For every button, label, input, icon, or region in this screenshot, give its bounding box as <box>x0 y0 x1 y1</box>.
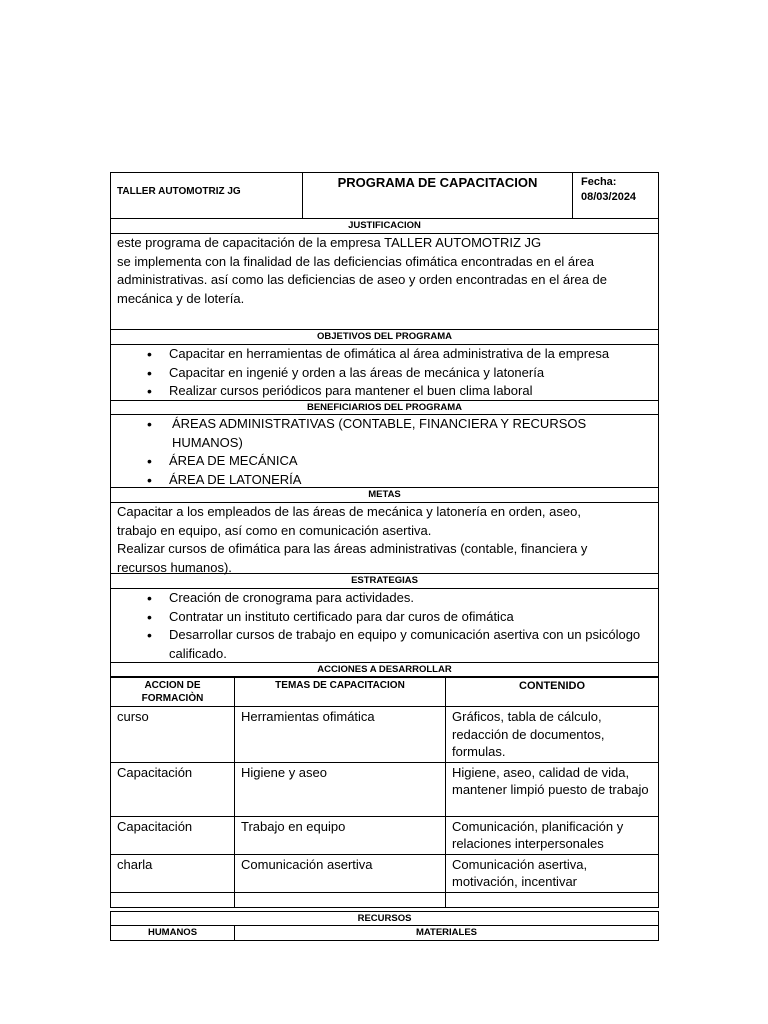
justificacion-text <box>110 234 659 330</box>
metas-line: trabajo en equipo, así como en comunicación asertiva. <box>117 522 432 538</box>
list-item: • Capacitar en ingenié y orden a las áreas de mecánica y latonería <box>169 364 652 383</box>
table-header-row <box>111 678 659 707</box>
table-row <box>111 762 659 816</box>
table-cell: Comunicación, planificación y relaciones interpersonales <box>446 816 659 854</box>
section-heading-objetivos: OBJETIVOS DEL PROGRAMA <box>110 330 659 345</box>
date-cell <box>573 173 658 218</box>
date-label: Fecha: <box>581 176 617 188</box>
header-row <box>110 172 659 219</box>
metas-line: Capacitar a los empleados de las áreas de mecánica y latonería en orden, aseo, <box>117 504 581 519</box>
table-cell: Capacitación <box>111 762 235 816</box>
list-item: • ÁREA DE MECÁNICA <box>169 452 652 471</box>
list-item: • ÁREAS ADMINISTRATIVAS (CONTABLE, FINANCIERA Y RECURSOS HUMANOS) <box>169 415 652 452</box>
document-title: PROGRAMA DE CAPACITACION <box>303 173 573 218</box>
table-row <box>111 816 659 854</box>
beneficiarios-list <box>110 415 659 488</box>
column-header: CONTENIDO <box>446 678 659 707</box>
section-heading-estrategias: ESTRATEGIAS <box>110 574 659 589</box>
column-header: TEMAS DE CAPACITACION <box>235 678 446 707</box>
table-cell: Comunicación asertiva, motivación, incentivar <box>446 854 659 892</box>
acciones-table <box>110 677 659 908</box>
document <box>110 172 659 941</box>
table-row <box>111 854 659 892</box>
justificacion-line: este programa de capacitación de la empresa TALLER AUTOMOTRIZ JG <box>117 235 542 250</box>
table-cell: Higiene y aseo <box>235 762 446 816</box>
list-item: • Capacitar en herramientas de ofimática al área administrativa de la empresa <box>169 345 652 364</box>
date-value: 08/03/2024 <box>581 191 637 203</box>
table-row <box>111 707 659 763</box>
table-cell: curso <box>111 707 235 763</box>
metas-text <box>110 503 659 574</box>
column-header: ACCION DE FORMACIÒN <box>111 678 235 707</box>
metas-line: Realizar cursos de ofimática para las áreas administrativas (contable, financiera y <box>117 541 588 556</box>
recursos-header-row <box>110 926 659 941</box>
justificacion-line: mecánica y de lotería. <box>117 290 245 306</box>
table-cell <box>446 892 659 907</box>
justificacion-line: administrativas. así como las deficiencias de aseo y orden encontradas en el área de <box>117 272 607 287</box>
section-heading-acciones: ACCIONES A DESARROLLAR <box>110 663 659 677</box>
metas-line: recursos humanos). <box>117 559 232 575</box>
list-item: • Desarrollar cursos de trabajo en equipo y comunicación asertiva con un psicólogo calificado. <box>169 626 642 663</box>
objetivos-list <box>110 345 659 401</box>
section-heading-metas: METAS <box>110 488 659 503</box>
list-item: • Contratar un instituto certificado para dar curos de ofimática <box>169 608 642 627</box>
table-cell <box>111 892 235 907</box>
company-name: TALLER AUTOMOTRIZ JG <box>111 173 303 218</box>
table-cell: Higiene, aseo, calidad de vida, mantener limpió puesto de trabajo <box>446 762 659 816</box>
list-item: • Realizar cursos periódicos para mantener el buen clima laboral <box>169 382 652 401</box>
recursos-materiales-header: MATERIALES <box>415 926 478 938</box>
table-cell: Trabajo en equipo <box>235 816 446 854</box>
table-cell: Comunicación asertiva <box>235 854 446 892</box>
estrategias-list <box>110 589 659 663</box>
list-item: • ÁREA DE LATONERÍA <box>169 471 652 490</box>
section-heading-beneficiarios: BENEFICIARIOS DEL PROGRAMA <box>110 401 659 415</box>
table-row <box>111 892 659 907</box>
table-cell: charla <box>111 854 235 892</box>
justificacion-line: se implementa con la finalidad de las deficiencias ofimática encontradas en el área <box>117 253 594 269</box>
table-cell: Herramientas ofimática <box>235 707 446 763</box>
table-cell: Gráficos, tabla de cálculo, redacción de documentos, formulas. <box>446 707 659 763</box>
table-cell <box>235 892 446 907</box>
section-heading-justificacion: JUSTIFICACION <box>110 219 659 234</box>
list-item: • Creación de cronograma para actividades. <box>169 589 642 608</box>
table-cell: Capacitación <box>111 816 235 854</box>
section-heading-recursos: RECURSOS <box>110 911 659 926</box>
recursos-humanos-header: HUMANOS <box>111 926 235 940</box>
